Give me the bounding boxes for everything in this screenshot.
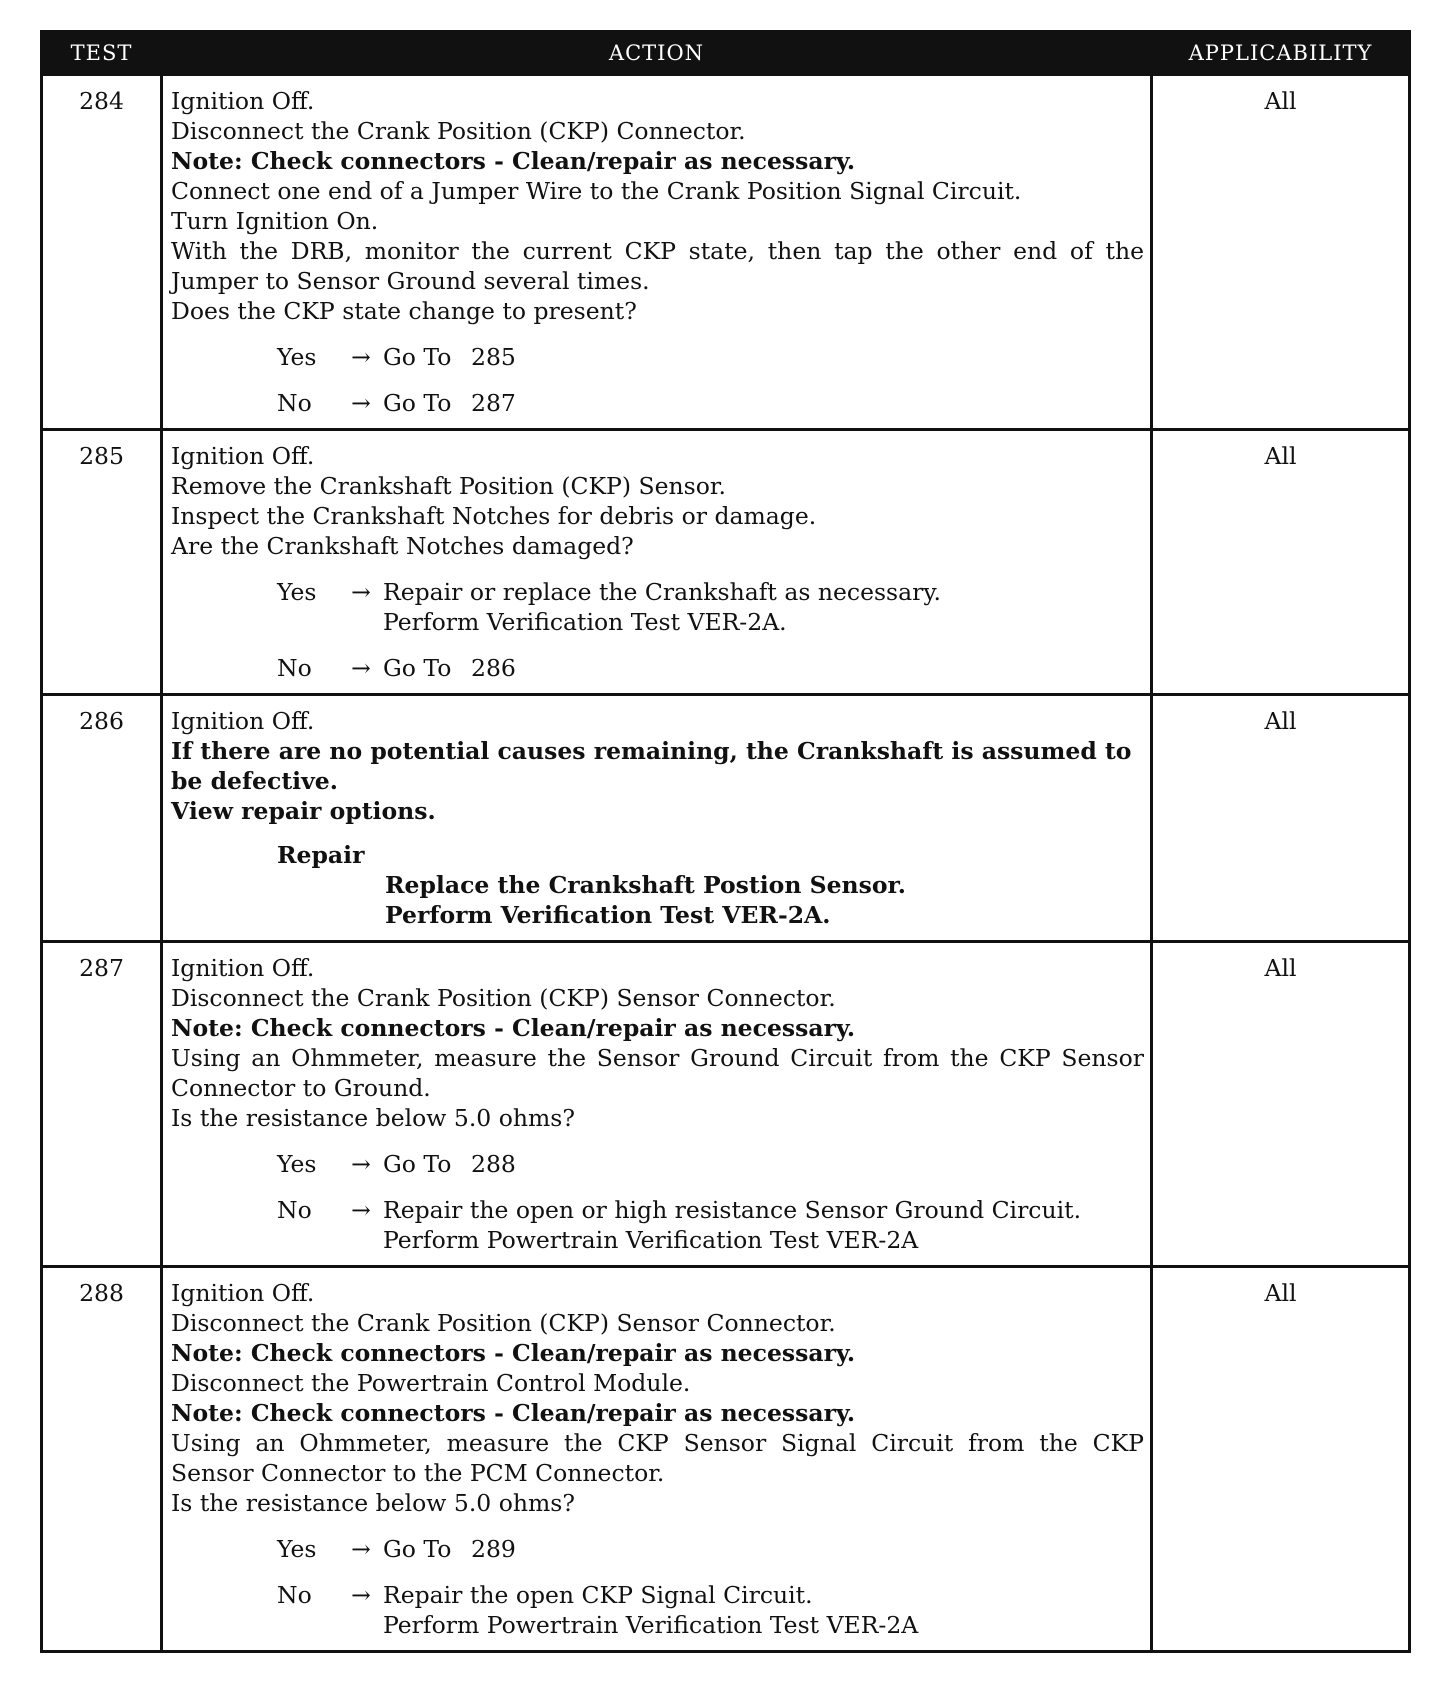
branch-result — [383, 1534, 1144, 1564]
step: Disconnect the Crank Position (CKP) Connector. — [171, 117, 746, 145]
arrow-icon: → — [351, 1535, 371, 1563]
table-header-row — [42, 32, 1410, 75]
goto-label: Go To — [383, 1150, 452, 1178]
note: Note: Check connectors - Clean/repair as necessary. — [171, 1339, 856, 1367]
yes-label: Yes — [277, 578, 317, 606]
yes-branch — [171, 1534, 1144, 1564]
no-branch — [171, 1580, 1144, 1640]
note: Note: Check connectors - Clean/repair as necessary. — [171, 1014, 856, 1042]
goto-target: 289 — [471, 1535, 516, 1563]
test-number: 285 — [42, 430, 162, 695]
repair-heading: Repair — [277, 841, 365, 869]
yes-branch — [171, 342, 1144, 372]
branch-result — [383, 1580, 1144, 1640]
arrow-icon: → — [351, 1196, 371, 1224]
diagnostic-test-table — [40, 30, 1411, 1653]
test-row-284 — [42, 75, 1410, 430]
step: Turn Ignition On. — [171, 207, 379, 235]
goto-target: 287 — [471, 389, 516, 417]
test-row-285 — [42, 430, 1410, 695]
test-number: 284 — [42, 75, 162, 430]
branch-result — [383, 388, 1144, 418]
goto-label: Go To — [383, 654, 452, 682]
no-label: No — [277, 389, 312, 417]
note: Note: Check connectors - Clean/repair as necessary. — [171, 1399, 856, 1427]
no-branch — [171, 653, 1144, 683]
branch-result — [383, 342, 1144, 372]
result-line: Repair the open CKP Signal Circuit. — [383, 1581, 813, 1609]
branch-result — [383, 1195, 1144, 1255]
yes-label: Yes — [277, 1150, 317, 1178]
diagnostic-procedure-sheet — [40, 30, 1408, 1653]
header-action: ACTION — [162, 32, 1152, 75]
step: Using an Ohmmeter, measure the Sensor Ground Circuit from the CKP Sensor Connector to Ground. — [171, 1044, 1144, 1102]
no-label: No — [277, 1581, 312, 1609]
arrow-icon: → — [351, 389, 371, 417]
result-line: Perform Powertrain Verification Test VER-2A — [383, 1226, 919, 1254]
yes-label: Yes — [277, 1535, 317, 1563]
test-number: 288 — [42, 1267, 162, 1652]
step: Disconnect the Crank Position (CKP) Sensor Connector. — [171, 1309, 836, 1337]
step: Ignition Off. — [171, 87, 315, 115]
arrow-icon: → — [351, 578, 371, 606]
result-line: Repair or replace the Crankshaft as necessary. — [383, 578, 941, 606]
question: Does the CKP state change to present? — [171, 297, 637, 325]
no-label: No — [277, 654, 312, 682]
goto-label: Go To — [383, 1535, 452, 1563]
branch-result — [383, 1149, 1144, 1179]
action-cell — [162, 430, 1152, 695]
question: Is the resistance below 5.0 ohms? — [171, 1104, 575, 1132]
no-branch — [171, 388, 1144, 418]
question: Are the Crankshaft Notches damaged? — [171, 532, 634, 560]
goto-target: 285 — [471, 343, 516, 371]
action-cell — [162, 695, 1152, 942]
test-row-286 — [42, 695, 1410, 942]
note: Note: Check connectors - Clean/repair as necessary. — [171, 147, 856, 175]
no-branch — [171, 1195, 1144, 1255]
branch-result — [383, 577, 1144, 637]
step: Ignition Off. — [171, 442, 315, 470]
step: Connect one end of a Jumper Wire to the Crank Position Signal Circuit. — [171, 177, 1022, 205]
goto-label: Go To — [383, 389, 452, 417]
test-row-287 — [42, 942, 1410, 1267]
test-number: 286 — [42, 695, 162, 942]
step: Disconnect the Powertrain Control Module. — [171, 1369, 691, 1397]
arrow-icon: → — [351, 654, 371, 682]
yes-branch — [171, 1149, 1144, 1179]
no-label: No — [277, 1196, 312, 1224]
step: Remove the Crankshaft Position (CKP) Sensor. — [171, 472, 726, 500]
step: Disconnect the Crank Position (CKP) Sensor Connector. — [171, 984, 836, 1012]
step: Ignition Off. — [171, 1279, 315, 1307]
header-applicability: APPLICABILITY — [1152, 32, 1410, 75]
test-row-288 — [42, 1267, 1410, 1652]
result-line: Perform Powertrain Verification Test VER-2A — [383, 1611, 919, 1639]
step: Inspect the Crankshaft Notches for debris or damage. — [171, 502, 817, 530]
arrow-icon: → — [351, 1150, 371, 1178]
applicability-value: All — [1152, 75, 1410, 430]
yes-branch — [171, 577, 1144, 637]
test-number: 287 — [42, 942, 162, 1267]
yes-label: Yes — [277, 343, 317, 371]
arrow-icon: → — [351, 343, 371, 371]
step: View repair options. — [171, 797, 436, 825]
step: Ignition Off. — [171, 707, 315, 735]
repair-line: Replace the Crankshaft Postion Sensor. — [385, 871, 906, 899]
arrow-icon: → — [351, 1581, 371, 1609]
action-cell — [162, 1267, 1152, 1652]
action-cell — [162, 75, 1152, 430]
applicability-value: All — [1152, 695, 1410, 942]
applicability-value: All — [1152, 942, 1410, 1267]
result-line: Perform Verification Test VER-2A. — [383, 608, 787, 636]
applicability-value: All — [1152, 1267, 1410, 1652]
goto-target: 288 — [471, 1150, 516, 1178]
goto-target: 286 — [471, 654, 516, 682]
applicability-value: All — [1152, 430, 1410, 695]
question: Is the resistance below 5.0 ohms? — [171, 1489, 575, 1517]
branch-result — [383, 653, 1144, 683]
step: Using an Ohmmeter, measure the CKP Sensor Signal Circuit from the CKP Sensor Connector to the PCM Connector. — [171, 1429, 1144, 1487]
step: Ignition Off. — [171, 954, 315, 982]
step: With the DRB, monitor the current CKP state, then tap the other end of the Jumper to Sensor Ground several times. — [171, 237, 1144, 295]
step: If there are no potential causes remaining, the Crankshaft is assumed to be defective. — [171, 737, 1132, 795]
goto-label: Go To — [383, 343, 452, 371]
action-cell — [162, 942, 1152, 1267]
repair-line: Perform Verification Test VER-2A. — [385, 901, 831, 929]
header-test: TEST — [42, 32, 162, 75]
result-line: Repair the open or high resistance Sensor Ground Circuit. — [383, 1196, 1082, 1224]
